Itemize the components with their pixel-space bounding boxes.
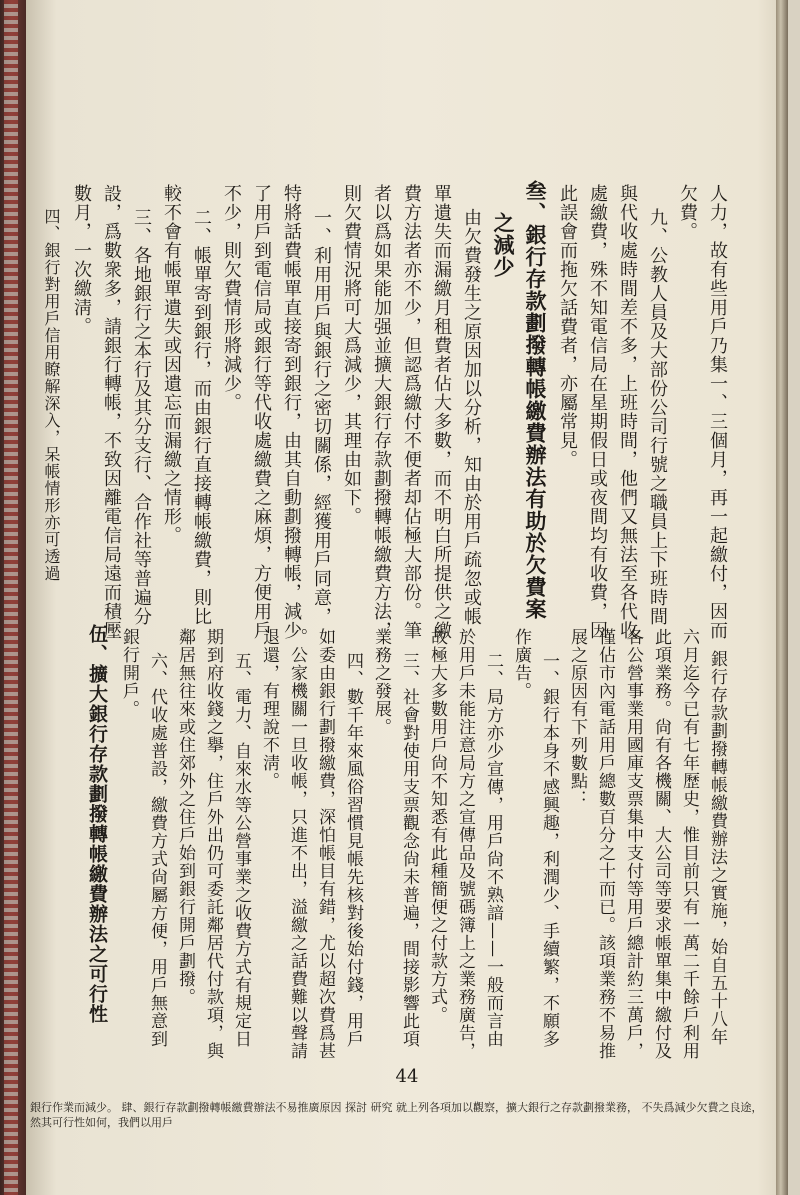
text-column: 退還，有理說不淸。 [259, 628, 279, 790]
text-column: 四、數千年來風俗習慣見帳先核對後始付錢，用戶 [343, 652, 363, 1048]
text-column: 費方法者亦不少，但認爲繳付不便者却佔極大部份。筆 [401, 184, 422, 640]
section-heading: 研究 [370, 1101, 393, 1114]
text-column: 僅佔市內電話用戶總數百分之十而已。該項業務不易推 [595, 628, 615, 1060]
text-column: 各公營事業用國庫支票集中支付等用戶總計約三萬戶， [623, 628, 643, 1060]
text-column: 作廣告。 [511, 628, 531, 700]
page-edge [776, 0, 788, 1195]
text-column: 六月迄今已有七年歷史，惟目前只有一萬二千餘戶利用 [679, 628, 699, 1060]
text-column: 與代收處時間差不多，上班時間，他們又無法至各代收 [617, 184, 638, 640]
text-column: 此項業務。尙有各機關、大公司等要求帳單集中繳付及 [651, 628, 671, 1060]
book-binding [0, 0, 26, 1195]
text-column: 者以爲如果能加强並擴大銀行存款劃撥轉帳繳費方法， [371, 184, 392, 640]
text-column: 由欠費發生之原因加以分析，知由於用戶疏忽或帳 [461, 208, 482, 626]
text-column: 則欠費情況將可大爲減少，其理由如下。 [341, 184, 362, 526]
text-column: 六、代收處普設，繳費方式尙屬方便，用戶無意到 [147, 652, 167, 1048]
text-column: 四、銀行對用戶信用瞭解深入，呆帳情形亦可透過 [42, 208, 61, 582]
section-heading: 伍、擴大銀行存款劃撥轉帳繳費辦法之可行性 [86, 624, 108, 1024]
text-column: 展之原因有下列數點： [567, 628, 587, 808]
book-page [26, 0, 788, 1195]
text-column: 較不會有帳單遺失或因遺忘而漏繳之情形。 [161, 184, 182, 545]
text-column: 五、電力、自來水等公營事業之收費方式有規定日 [231, 652, 251, 1048]
text-column: 三、各地銀行之本行及其分支行、合作社等普遍分 [131, 208, 152, 626]
text-column: 業務之發展。 [371, 628, 391, 736]
text-column: 數月，一次繳淸。 [71, 184, 92, 336]
text-column: 處繳費，殊不知電信局在星期假日或夜間均有收費，因 [587, 184, 608, 640]
text-column: 二、局方亦少宣傳，用戶尙不熟諳——一般而言由 [483, 652, 503, 1048]
binding-stitching [4, 0, 18, 1195]
text-column: 銀行作業而減少。 [30, 1101, 118, 1114]
text-column: 。公家機關一旦收帳，只進不出，溢繳之話費難以聲請 [287, 628, 307, 1060]
page-number: 44 [395, 1066, 419, 1087]
text-column: 人力，故有些用戶乃集一、三個月，再一起繳付，因而 [707, 184, 728, 640]
text-column: 不少，則欠費情形將減少。 [221, 184, 242, 412]
text-column: 就上列各項加以觀察，擴大銀行之存款劃撥業務， [396, 1101, 638, 1114]
text-column: 此誤會而拖欠話費者，亦屬常見。 [557, 184, 578, 469]
text-column: 銀行開戶。 [119, 628, 139, 718]
text-column: 故極大多數用戶尙不知悉有此種簡便之付款方式。 [427, 628, 447, 1024]
text-column: 三、社會對使用支票觀念尙未普遍，間接影響此項 [399, 652, 419, 1048]
text-column: 設，爲數衆多，請銀行轉帳，不致因離電信局遠而積壓 [101, 184, 122, 640]
section-heading: 肆、銀行存款劃撥轉帳繳費辦法不易推廣原因 [121, 1101, 342, 1114]
text-column: 期到府收錢之擧，住戶外出仍可委託鄰居代付款項，與 [203, 628, 223, 1060]
section-heading: 之減少 [491, 212, 516, 278]
text-column: 鄰居無往來或住郊外之住戶始到銀行開戶劃撥。 [175, 628, 195, 1006]
text-column: 一、利用用戶與銀行之密切關係，經獲用戶同意， [311, 208, 332, 626]
text-column: 一、銀行本身不感興趣，利潤少、手續繁，不願多 [539, 652, 559, 1048]
text-column: 特將話費帳單直接寄到銀行，由其自動劃撥轉帳，減少 [281, 184, 302, 640]
text-column: 於用戶未能注意局方之宣傳品及號碼簿上之業務廣告， [455, 628, 475, 1060]
continuation-band [30, 1100, 770, 1190]
text-column: 如委由銀行劃撥繳費，深怕帳目有錯，尤以超次費爲甚 [315, 628, 335, 1060]
text-column: 銀行存款劃撥轉帳繳費辦法之實施，始自五十八年 [707, 650, 727, 1046]
text-column: 二、帳單寄到銀行，而由銀行直接轉帳繳費，則比 [191, 208, 212, 626]
text-column: 欠費。 [677, 184, 698, 241]
text-column: 單遺失而漏繳月租費者佔大多數，而不明白所提供之繳 [431, 184, 452, 640]
text-column: 不失爲減少欠費之良途，然其可行性如何，我們以用戶 [30, 1101, 763, 1129]
text-column: 了用戶到電信局或銀行等代收處繳費之麻煩，方便用戶 [251, 184, 272, 640]
text-column: 九、公教人員及大部份公司行號之職員上下班時間 [647, 208, 668, 626]
section-heading: 探討 [345, 1101, 367, 1114]
section-heading: 叁、銀行存款劃撥轉帳繳費辦法有助於欠費案 [523, 180, 548, 620]
